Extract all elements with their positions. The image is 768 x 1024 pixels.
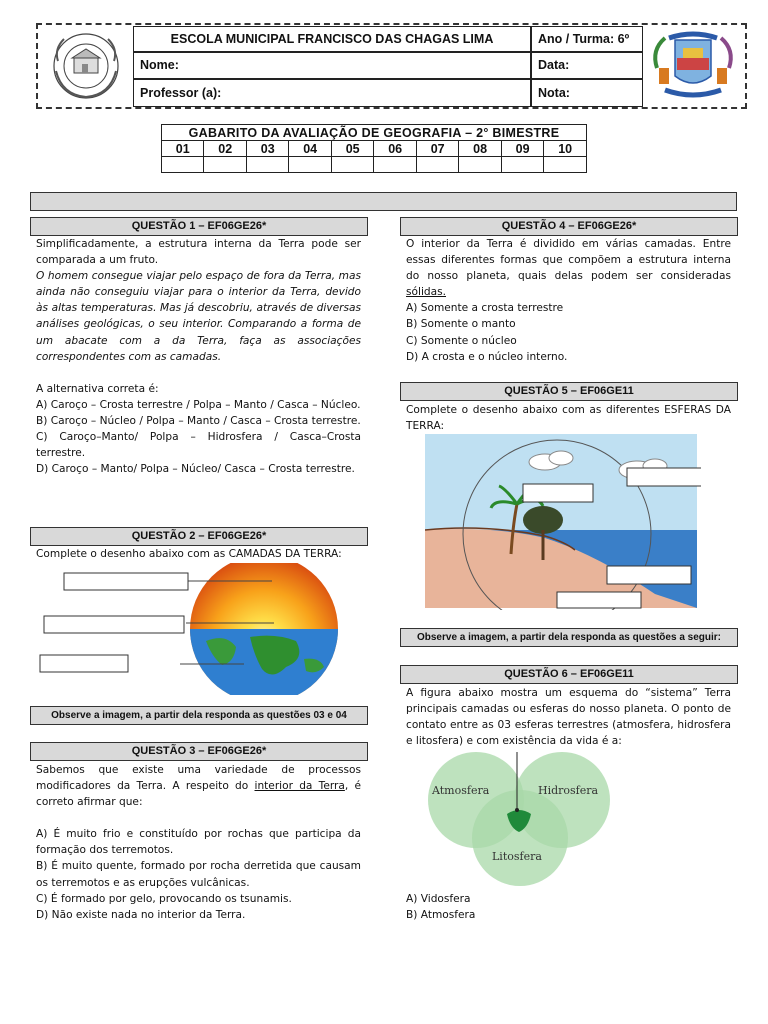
class-field: Ano / Turma: 6º <box>531 26 643 52</box>
question-4-text <box>406 236 731 365</box>
school-header <box>36 23 747 109</box>
answer-key-number: 07 <box>416 141 458 157</box>
answer-key-number: 10 <box>544 141 587 157</box>
observe-banner-2: Observe a imagem, a partir dela responda as questões a seguir: <box>400 628 738 647</box>
spheres-venn-diagram <box>414 752 624 888</box>
q6-text: A figura abaixo mostra um esquema do “sistema” Terra principais camadas ou esferas do nosso planeta. O ponto de contato entre as 03 esferas terrestres (atmosfera, hidrosfera e litosfera) e com existência da vida é a: <box>406 687 731 748</box>
q4-option-b[interactable]: B) Somente o manto <box>406 318 516 331</box>
answer-cell[interactable] <box>416 157 458 173</box>
school-name: ESCOLA MUNICIPAL FRANCISCO DAS CHAGAS LIMA <box>133 26 531 52</box>
sphere-label-box <box>607 566 691 584</box>
q1-intro: Simplificadamente, a estrutura interna da Terra pode ser comparada a um fruto. <box>36 238 361 267</box>
earth-spheres-illustration <box>425 434 701 610</box>
q1-option-c[interactable]: C) Caroço–Manto/ Polpa – Hidrosfera / Casca–Crosta terrestre. <box>36 431 361 460</box>
layer-label-box <box>40 655 128 672</box>
question-6-header: QUESTÃO 6 – EF06GE11 <box>400 665 738 684</box>
q3-option-a[interactable]: A) É muito frio e constituído por rochas que participa da formação dos terremotos. <box>36 828 361 857</box>
q4-option-d[interactable]: D) A crosta e o núcleo interno. <box>406 350 568 363</box>
question-1-header: QUESTÃO 1 – EF06GE26* <box>30 217 368 236</box>
answer-key-number: 06 <box>374 141 416 157</box>
answer-key-number: 08 <box>459 141 501 157</box>
question-5-header: QUESTÃO 5 – EF06GE11 <box>400 382 738 401</box>
q3-statement: Sabemos que existe uma variedade de processos modificadores da Terra. A respeito do interior da Terra, é correto afirmar que: <box>36 764 362 809</box>
answer-cell[interactable] <box>374 157 416 173</box>
layer-label-box <box>64 573 188 590</box>
question-6-options <box>406 891 731 923</box>
answer-cell[interactable] <box>246 157 288 173</box>
answer-cell[interactable] <box>204 157 246 173</box>
teacher-field[interactable]: Professor (a): <box>133 79 531 107</box>
question-4-header: QUESTÃO 4 – EF06GE26* <box>400 217 738 236</box>
observe-banner-1: Observe a imagem, a partir dela responda as questões 03 e 04 <box>30 706 368 725</box>
answer-cell[interactable] <box>459 157 501 173</box>
q4-option-c[interactable]: C) Somente o núcleo <box>406 334 517 347</box>
q1-prompt: A alternativa correta é: <box>36 382 159 395</box>
sphere-label-box <box>523 484 593 502</box>
answer-key-number: 09 <box>501 141 543 157</box>
q4-option-a[interactable]: A) Somente a crosta terrestre <box>406 302 564 315</box>
q6-option-b[interactable]: B) Atmosfera <box>406 909 476 922</box>
answer-key-number: 05 <box>331 141 373 157</box>
answer-cell[interactable] <box>501 157 543 173</box>
city-crest-logo <box>645 28 741 104</box>
date-field[interactable]: Data: <box>531 52 643 79</box>
school-seal-logo <box>48 31 124 101</box>
answer-key-title: GABARITO DA AVALIAÇÃO DE GEOGRAFIA – 2° BIMESTRE <box>162 125 587 141</box>
q4-statement: O interior da Terra é dividido em várias camadas. Entre essas diferentes formas que compõem a estrutura interna do nosso planeta, quais delas podem ser consideradas sólidas. <box>406 238 731 299</box>
grade-field[interactable]: Nota: <box>531 79 643 107</box>
answer-key-table <box>161 124 587 173</box>
venn-label-litosfera: Litosfera <box>492 850 542 863</box>
q5-text: Complete o desenho abaixo com as diferentes ESFERAS DA TERRA: <box>406 404 731 433</box>
answer-key-number: 01 <box>162 141 204 157</box>
layer-label-box <box>44 616 184 633</box>
q3-option-c[interactable]: C) É formado por gelo, provocando os tsunamis. <box>36 892 292 905</box>
sphere-label-box <box>557 592 641 608</box>
q2-text: Complete o desenho abaixo com as CAMADAS DA TERRA: <box>36 548 342 560</box>
answer-cell[interactable] <box>162 157 204 173</box>
q3-option-b[interactable]: B) É muito quente, formado por rocha derretida que causam os terremotos e as erupções vulcânicas. <box>36 860 361 889</box>
q1-option-b[interactable]: B) Caroço – Núcleo / Polpa – Manto / Casca – Crosta terrestre. <box>36 414 361 427</box>
question-2-header: QUESTÃO 2 – EF06GE26* <box>30 527 368 546</box>
name-field[interactable]: Nome: <box>133 52 531 79</box>
question-3-text <box>36 762 361 923</box>
earth-layers-diagram <box>36 563 346 695</box>
venn-label-atmosfera: Atmosfera <box>432 784 490 797</box>
q1-option-d[interactable]: D) Caroço – Manto/ Polpa – Núcleo/ Casca – Crosta terrestre. <box>36 463 355 476</box>
q1-option-a[interactable]: A) Caroço – Crosta terrestre / Polpa – Manto / Casca – Núcleo. <box>36 398 361 411</box>
section-divider-bar <box>30 192 737 211</box>
q1-italic-text: O homem consegue viajar pelo espaço de fora da Terra, mas ainda não conseguiu viajar para o interior da Terra, devido às altas temperaturas. Mas já descobriu, através de diversas análises geológicas, o seu interior. Comparando a forma de um abacate com a da Terra, faça as associações correspondentes com as camadas. <box>36 270 361 363</box>
answer-key-number: 04 <box>289 141 331 157</box>
answer-cell[interactable] <box>289 157 331 173</box>
answer-key-number: 02 <box>204 141 246 157</box>
q6-option-a[interactable]: A) Vidosfera <box>406 893 471 905</box>
sphere-label-box <box>627 468 701 486</box>
question-1-text <box>36 236 361 477</box>
answer-cell[interactable] <box>331 157 373 173</box>
answer-key-number: 03 <box>246 141 288 157</box>
question-3-header: QUESTÃO 3 – EF06GE26* <box>30 742 368 761</box>
venn-label-hidrosfera: Hidrosfera <box>538 784 599 797</box>
answer-cell[interactable] <box>544 157 587 173</box>
q3-option-d[interactable]: D) Não existe nada no interior da Terra. <box>36 908 246 921</box>
